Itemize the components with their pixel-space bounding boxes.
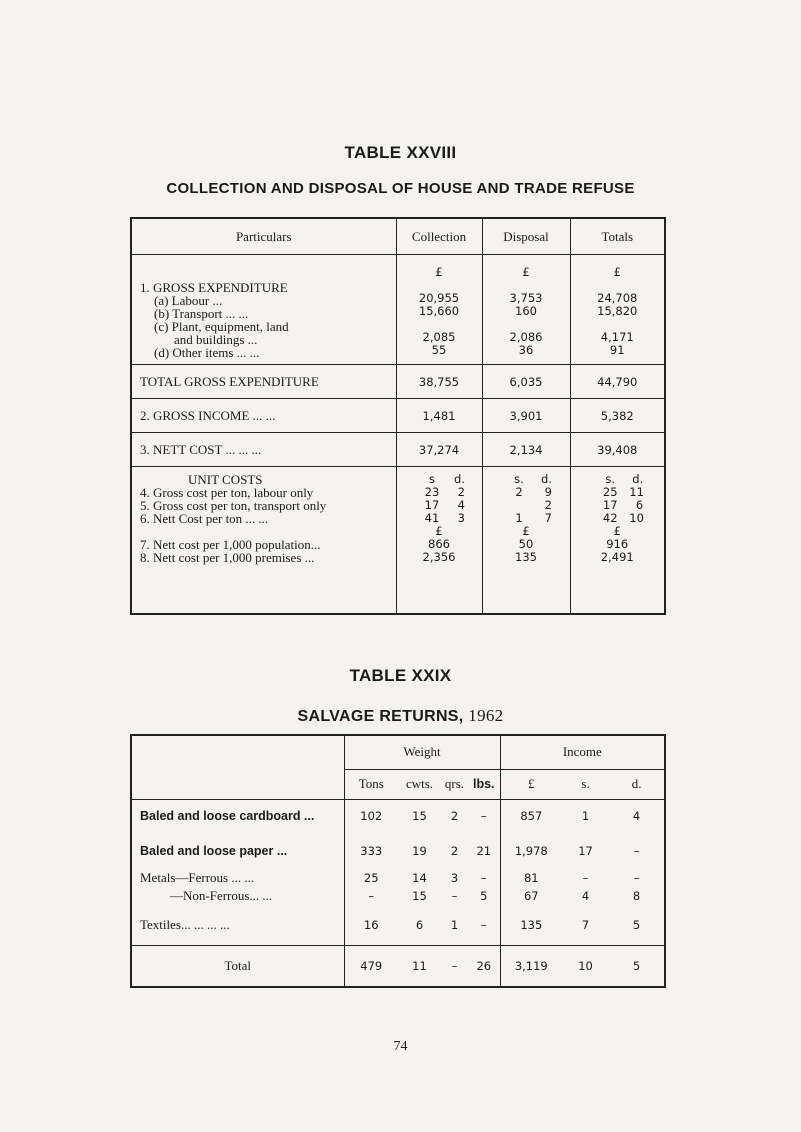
value: 479: [344, 945, 398, 987]
value: 2: [450, 844, 459, 858]
gross-income-row: [131, 399, 665, 433]
value: –: [480, 809, 487, 824]
row-label: 3. NETT COST ... ... ...: [131, 433, 396, 467]
value: 15,820: [597, 304, 638, 318]
value: 42: [602, 511, 618, 525]
value: 11: [629, 485, 644, 499]
table-29-subtitle: [0, 706, 801, 726]
value: 1: [515, 511, 523, 525]
table-row: [131, 887, 665, 905]
value: 333: [344, 833, 398, 869]
unit-costs-block: UNIT COSTS 4. Gross cost per ton, labour only 5. Gross cost per ton, transport only 6. Nett Cost per ton ... ... 7. Nett cost per 1,000 population... 8. Nett cost per 1,000 premises ... s d. 23 2 17 4 41 3 £ 866 2,356 s. d. 2 9 2 1 7 £ 50 135 s. d. 25 11 17 6 42 10 £ 916 2,491: [131, 467, 665, 615]
value: 19: [412, 844, 427, 858]
sub-header: d.: [609, 769, 665, 799]
unit-d: d.: [454, 472, 465, 486]
value: –: [480, 917, 487, 932]
value: 9: [544, 485, 552, 499]
value: 1: [450, 917, 459, 932]
col-header-totals: Totals: [570, 218, 665, 255]
value: 3,901: [482, 399, 570, 433]
currency-symbol: £: [522, 524, 530, 538]
value: 50: [518, 537, 534, 551]
value: –: [451, 889, 458, 903]
value: –: [582, 871, 589, 885]
value: 81: [500, 869, 562, 887]
value: 2,356: [422, 550, 456, 564]
value: 3,753: [509, 291, 543, 305]
value: 916: [606, 537, 629, 551]
table-row: [131, 799, 665, 833]
value: 16: [344, 905, 398, 945]
row-label: 2. GROSS INCOME ... ...: [131, 399, 396, 433]
table-29-title: TABLE XXIX: [349, 666, 452, 685]
gross-expenditure-block: [131, 255, 665, 365]
value: 8: [632, 889, 641, 903]
item-label: (d) Other items ... ...: [154, 344, 260, 360]
value: 24,708: [597, 291, 638, 305]
row-label: Total: [131, 945, 344, 987]
table-row: [131, 869, 665, 887]
row-label: 5. Gross cost per ton, transport only: [140, 498, 327, 513]
value: 10: [562, 945, 609, 987]
total-row: [131, 945, 665, 987]
value: 10: [629, 511, 644, 525]
value: 14: [412, 871, 427, 885]
gross-expenditure-heading: 1. GROSS EXPENDITURE: [140, 279, 288, 295]
page-number: 74: [393, 1039, 408, 1054]
value: 3: [457, 511, 465, 525]
value: –: [633, 871, 640, 885]
salvage-returns-table: [130, 734, 666, 988]
value: 55: [431, 343, 447, 357]
currency-symbol: £: [613, 524, 621, 538]
value: 7: [581, 917, 590, 932]
value: 6: [415, 917, 424, 932]
col-header-weight: Weight: [344, 735, 500, 769]
unit-d: d.: [632, 472, 644, 486]
value: 41: [424, 511, 440, 525]
item-label: (c) Plant, equipment, land: [154, 318, 289, 334]
value: 102: [344, 799, 398, 833]
value: 17: [602, 498, 618, 512]
table-row: [131, 833, 665, 869]
row-label: 7. Nett cost per 1,000 population...: [140, 537, 321, 552]
currency-symbol: £: [613, 265, 621, 279]
value: 160: [515, 304, 537, 318]
row-label: —Non-Ferrous... ...: [170, 888, 273, 903]
unit-d: d.: [541, 472, 552, 486]
row-label: Metals—Ferrous ... ...: [140, 870, 255, 885]
value: 4: [632, 809, 641, 824]
sub-header: cwts.: [398, 769, 441, 799]
subtitle-text: SALVAGE RETURNS,: [297, 708, 464, 725]
value: 20,955: [418, 291, 460, 305]
sub-header: lbs.: [468, 769, 500, 799]
total-gross-row: [131, 365, 665, 399]
value: 37,274: [396, 433, 482, 467]
value: 25: [344, 869, 398, 887]
col-header-particulars: Particulars: [131, 218, 396, 255]
value: 2,134: [482, 433, 570, 467]
value: 15,660: [418, 304, 460, 318]
value: 135: [500, 905, 562, 945]
value: 2: [450, 809, 459, 824]
item-label: (b) Transport ... ...: [154, 305, 249, 321]
value: 2: [544, 498, 552, 512]
value: 4,171: [600, 330, 634, 344]
sub-header: £: [500, 769, 562, 799]
subtitle-year: 1962: [468, 706, 504, 725]
unit-costs-heading: UNIT COSTS: [188, 472, 263, 487]
value: 4: [457, 498, 465, 512]
item-label: (a) Labour ...: [154, 292, 223, 308]
table-header-row: [131, 218, 665, 255]
nett-cost-row: [131, 433, 665, 467]
value: 11: [398, 945, 441, 987]
currency-symbol: £: [435, 524, 443, 538]
value: 2: [515, 485, 523, 499]
value: 2,491: [600, 550, 634, 564]
value: 17: [578, 844, 593, 858]
sub-header: Tons: [344, 769, 398, 799]
col-header-disposal: Disposal: [482, 218, 570, 255]
value: 2: [457, 485, 465, 499]
col-header-collection: Collection: [396, 218, 482, 255]
value: 6: [635, 498, 644, 512]
value: 23: [424, 485, 440, 499]
unit-s: s: [429, 472, 435, 486]
row-label: TOTAL GROSS EXPENDITURE: [131, 365, 396, 399]
value: 2,085: [422, 330, 456, 344]
value: 36: [518, 343, 534, 357]
value: 135: [515, 550, 537, 564]
value: 17: [424, 498, 440, 512]
value: 1,978: [500, 833, 562, 869]
value: 5: [480, 889, 488, 903]
currency-symbol: £: [435, 265, 443, 279]
value: 26: [468, 945, 500, 987]
sub-header: s.: [562, 769, 609, 799]
row-label: Baled and loose paper ...: [140, 844, 288, 858]
row-label: 6. Nett Cost per ton ... ...: [140, 511, 269, 526]
value: 2,086: [509, 330, 543, 344]
refuse-cost-table: [130, 217, 666, 615]
item-label: and buildings ...: [174, 331, 258, 347]
value: 1,481: [396, 399, 482, 433]
value: 7: [544, 511, 552, 525]
value: 4: [581, 889, 590, 903]
row-label: 4. Gross cost per ton, labour only: [140, 485, 314, 500]
table-row: [131, 905, 665, 945]
value: –: [441, 945, 468, 987]
row-label: Textiles... ... ... ...: [140, 916, 230, 932]
value: 866: [428, 537, 450, 551]
value: 67: [500, 887, 562, 905]
value: 5: [632, 917, 641, 932]
value: –: [480, 871, 487, 885]
value: 44,790: [570, 365, 665, 399]
sub-header: qrs.: [441, 769, 468, 799]
value: 1: [581, 809, 590, 824]
col-header-income: Income: [500, 735, 665, 769]
value: –: [633, 844, 640, 858]
row-label: 8. Nett cost per 1,000 premises ...: [140, 550, 315, 565]
value: 6,035: [482, 365, 570, 399]
value: 15: [412, 809, 427, 824]
value: 15: [412, 889, 427, 903]
value: 21: [476, 844, 492, 858]
value: 38,755: [396, 365, 482, 399]
value: 5: [609, 945, 665, 987]
value: 25: [602, 485, 618, 499]
value: 5,382: [570, 399, 665, 433]
value: 91: [609, 343, 625, 357]
value: 3: [450, 871, 459, 885]
value: 857: [500, 799, 562, 833]
value: 39,408: [570, 433, 665, 467]
row-label: Baled and loose cardboard ...: [140, 809, 315, 824]
table-28-title: TABLE XXVIII: [344, 143, 457, 162]
value: 3,119: [500, 945, 562, 987]
value: –: [344, 887, 398, 905]
currency-symbol: £: [522, 265, 530, 279]
table-28-subtitle: COLLECTION AND DISPOSAL OF HOUSE AND TRADE REFUSE: [166, 180, 635, 197]
